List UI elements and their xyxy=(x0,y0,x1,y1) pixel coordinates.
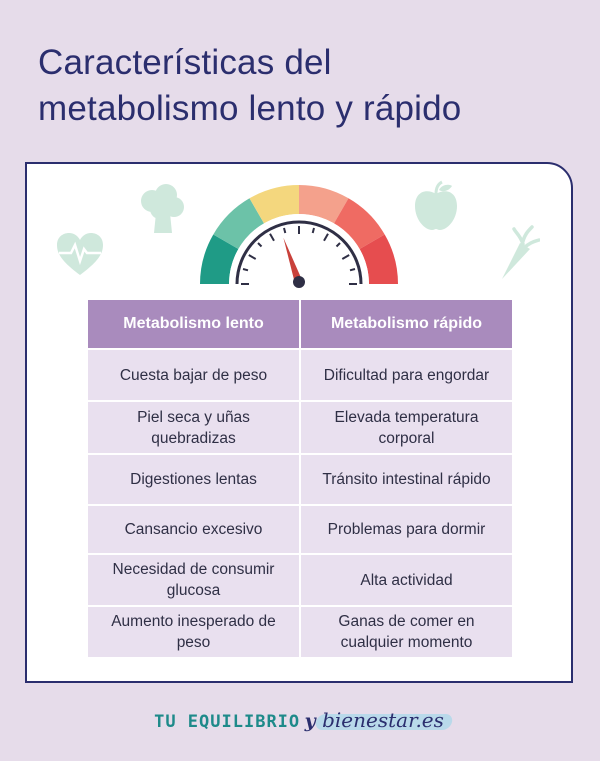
speedometer-gauge-icon xyxy=(199,180,399,288)
header-fast-metabolism: Metabolismo rápido xyxy=(300,300,512,349)
table-cell: Problemas para dormir xyxy=(300,505,512,554)
table-cell: Necesidad de consumir glucosa xyxy=(88,554,300,606)
table-row xyxy=(88,505,512,554)
heart-pulse-icon xyxy=(55,231,105,277)
table-cell: Digestiones lentas xyxy=(88,454,300,505)
broccoli-icon xyxy=(136,183,188,235)
table-cell: Cansancio excesivo xyxy=(88,505,300,554)
brand-text-part1: TU EQUILIBRIO xyxy=(154,712,301,732)
carrot-icon xyxy=(494,225,540,281)
apple-icon xyxy=(412,180,460,232)
table-cell: Aumento inesperado de peso xyxy=(88,606,300,657)
brand-text-part3: bienestar.es xyxy=(322,708,444,732)
table-cell: Alta actividad xyxy=(300,554,512,606)
table-header-row xyxy=(88,300,512,349)
brand-text-part2: y xyxy=(304,710,316,732)
table-row xyxy=(88,401,512,454)
title-line-2: metabolismo lento y rápido xyxy=(38,89,462,128)
table-row xyxy=(88,454,512,505)
brand-logo xyxy=(0,708,600,738)
table-cell: Piel seca y uñas quebradizas xyxy=(88,401,300,454)
comparison-table xyxy=(88,300,512,657)
page-title xyxy=(38,40,578,132)
table-cell: Ganas de comer en cualquier momento xyxy=(300,606,512,657)
table-cell: Elevada temperatura corporal xyxy=(300,401,512,454)
table-cell: Tránsito intestinal rápido xyxy=(300,454,512,505)
table-row xyxy=(88,349,512,401)
title-line-1: Características del xyxy=(38,43,332,82)
table-cell: Dificultad para engordar xyxy=(300,349,512,401)
header-slow-metabolism: Metabolismo lento xyxy=(88,300,300,349)
table-row xyxy=(88,554,512,606)
table-row xyxy=(88,606,512,657)
table-cell: Cuesta bajar de peso xyxy=(88,349,300,401)
